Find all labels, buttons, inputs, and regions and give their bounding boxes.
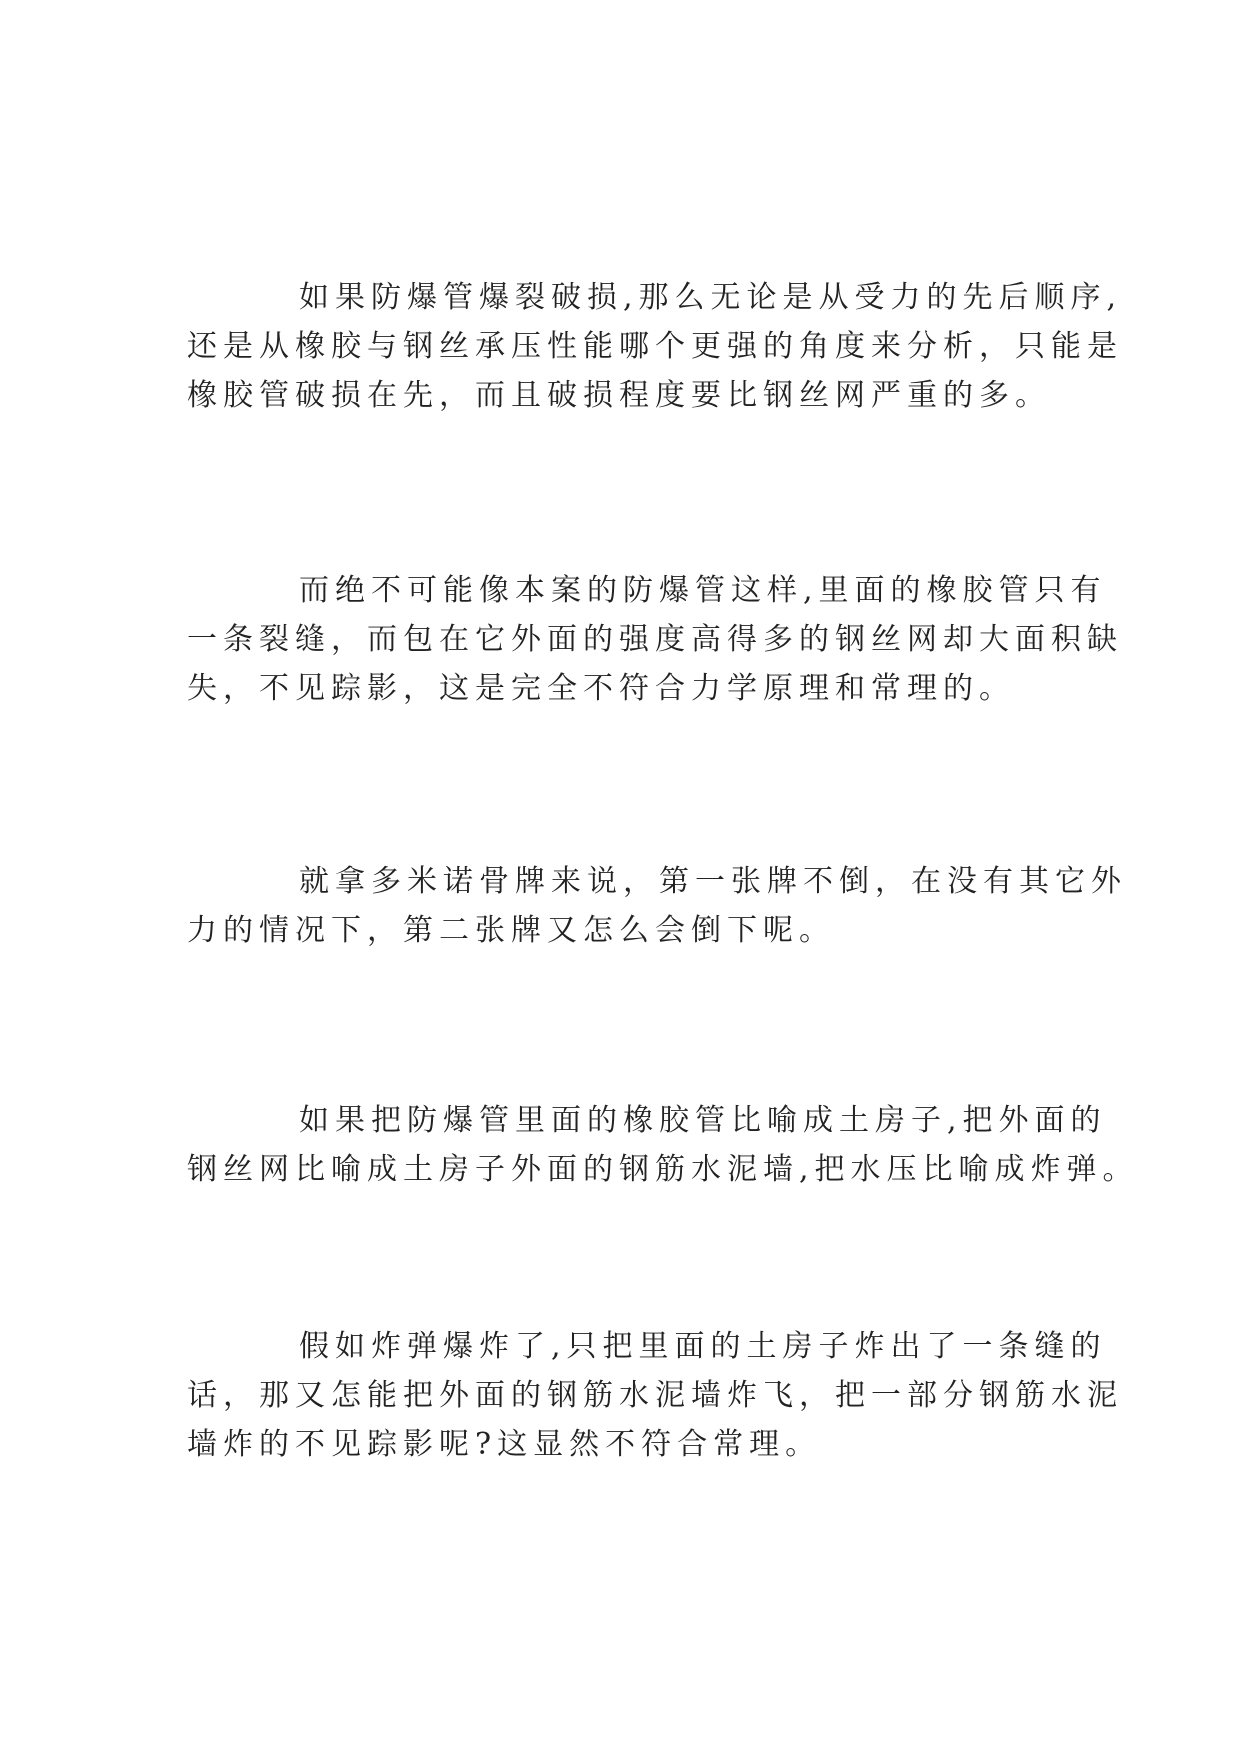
paragraph-line: 力的情况下，第二张牌又怎么会倒下呢。: [187, 913, 835, 948]
paragraph-line: 就拿多米诺骨牌来说，第一张牌不倒，在没有其它外: [299, 864, 1127, 899]
paragraph-5: [187, 1322, 1123, 1469]
paragraph-line: 墙炸的不见踪影呢?这显然不符合常理。: [187, 1427, 822, 1462]
paragraph-line: 假如炸弹爆炸了,只把里面的土房子炸出了一条缝的: [299, 1329, 1107, 1364]
paragraph-line: 如果把防爆管里面的橡胶管比喻成土房子,把外面的: [299, 1103, 1107, 1138]
paragraph-line: 还是从橡胶与钢丝承压性能哪个更强的角度来分析，只能是: [187, 329, 1123, 364]
paragraph-line: 钢丝网比喻成土房子外面的钢筋水泥墙,把水压比喻成炸弹。: [187, 1152, 1139, 1187]
paragraph-1: [187, 273, 1123, 420]
paragraph-3: [187, 857, 1127, 955]
paragraph-line: 橡胶管破损在先，而且破损程度要比钢丝网严重的多。: [187, 378, 1051, 413]
paragraph-line: 失，不见踪影，这是完全不符合力学原理和常理的。: [187, 671, 1015, 706]
paragraph-2: [187, 566, 1123, 713]
paragraph-4: [187, 1096, 1139, 1194]
paragraph-line: 如果防爆管爆裂破损,那么无论是从受力的先后顺序,: [299, 280, 1123, 315]
paragraph-line: 话，那又怎能把外面的钢筋水泥墙炸飞，把一部分钢筋水泥: [187, 1378, 1123, 1413]
paragraph-line: 而绝不可能像本案的防爆管这样,里面的橡胶管只有: [299, 573, 1107, 608]
paragraph-line: 一条裂缝，而包在它外面的强度高得多的钢丝网却大面积缺: [187, 622, 1123, 657]
